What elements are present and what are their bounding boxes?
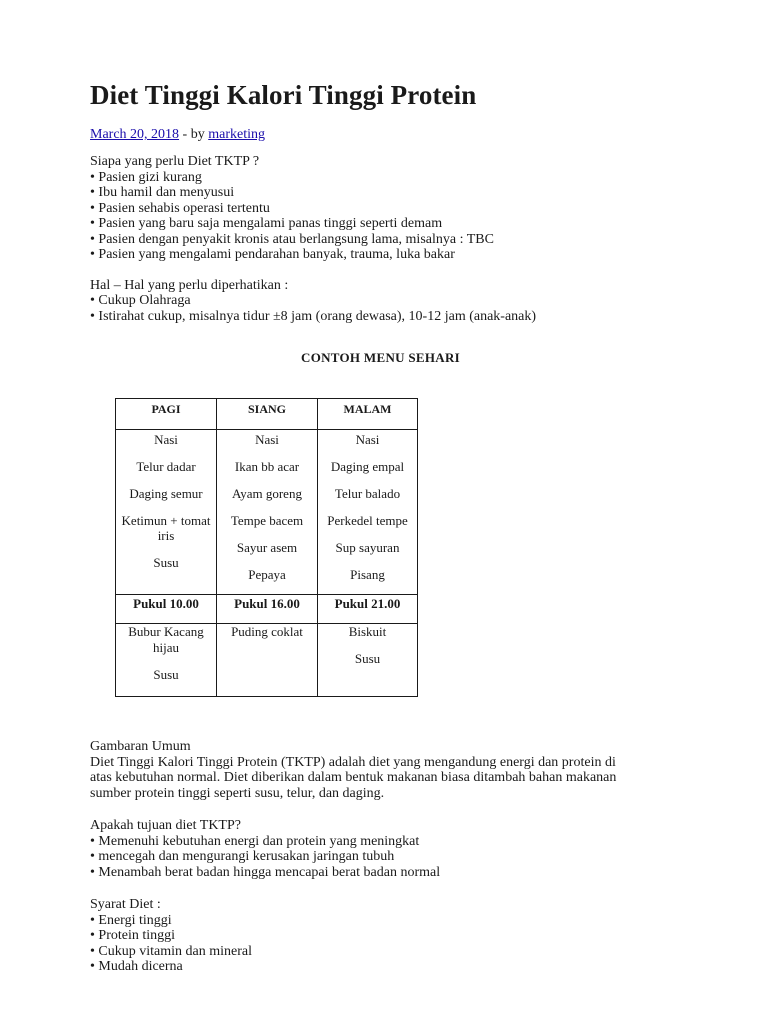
menu-item: Bubur Kacang hijau xyxy=(128,624,204,655)
snack-cell-siang xyxy=(217,624,318,697)
menu-item: Puding coklat xyxy=(231,624,303,639)
table-row-meals xyxy=(116,430,418,595)
time-cell: Pukul 21.00 xyxy=(318,595,418,624)
menu-item: Nasi xyxy=(355,432,380,447)
menu-item: Nasi xyxy=(154,432,178,447)
list-item: • Protein tinggi xyxy=(90,928,690,944)
bullet-list xyxy=(90,170,690,263)
menu-item: Daging empal xyxy=(330,459,405,474)
time-cell: Pukul 16.00 xyxy=(217,595,318,624)
menu-title: CONTOH MENU SEHARI xyxy=(301,350,461,365)
list-item: • Energi tinggi xyxy=(90,913,690,929)
table-row-snacks xyxy=(116,624,418,697)
meal-cell-siang xyxy=(217,430,318,595)
list-item: • Pasien gizi kurang xyxy=(90,170,690,186)
menu-item: Ikan bb acar xyxy=(234,459,300,474)
snack-cell-pagi xyxy=(116,624,217,697)
bullet-list xyxy=(90,834,690,881)
list-item: • Menambah berat badan hingga mencapai berat badan normal xyxy=(90,865,690,881)
list-item: • mencegah dan mengurangi kerusakan jaringan tubuh xyxy=(90,849,690,865)
menu-item: Daging semur xyxy=(129,486,203,501)
page-title: Diet Tinggi Kalori Tinggi Protein xyxy=(90,80,477,110)
menu-item: Telur dadar xyxy=(136,459,196,474)
list-item: • Pasien yang baru saja mengalami panas tinggi seperti demam xyxy=(90,216,690,232)
menu-item: Sup sayuran xyxy=(335,540,400,555)
column-header-siang: SIANG xyxy=(217,399,318,430)
body-line: Diet Tinggi Kalori Tinggi Protein (TKTP) adalah diet yang mengandung energi dan protein di xyxy=(90,754,616,770)
snack-cell-malam xyxy=(318,624,418,697)
menu-item: Sayur asem xyxy=(236,540,298,555)
menu-item: Pepaya xyxy=(248,567,286,582)
by-separator: - by xyxy=(179,127,209,142)
menu-item: Perkedel tempe xyxy=(327,513,408,528)
author-link[interactable]: marketing xyxy=(208,127,265,142)
section-overview xyxy=(90,739,690,801)
menu-item: Biskuit xyxy=(348,624,387,639)
section-goals xyxy=(90,818,690,880)
section-requirements xyxy=(90,897,690,975)
menu-item: Ayam goreng xyxy=(232,486,302,501)
menu-item: Susu xyxy=(153,667,179,682)
section-heading: Siapa yang perlu Diet TKTP ? xyxy=(90,154,260,169)
list-item: • Cukup Olahraga xyxy=(90,293,690,309)
section-heading: Syarat Diet : xyxy=(90,897,161,912)
list-item: • Mudah dicerna xyxy=(90,959,690,975)
list-item: • Cukup vitamin dan mineral xyxy=(90,944,690,960)
table-header-row xyxy=(116,399,418,430)
post-meta xyxy=(90,126,690,144)
column-header-pagi: PAGI xyxy=(116,399,217,430)
menu-item: Telur balado xyxy=(334,486,401,501)
section-heading: Apakah tujuan diet TKTP? xyxy=(90,818,241,833)
bullet-list xyxy=(90,913,690,975)
body-line: atas kebutuhan normal. Diet diberikan dalam bentuk makanan biasa ditambah bahan makanan xyxy=(90,770,617,785)
menu-item: Nasi xyxy=(255,432,279,447)
list-item: • Pasien dengan penyakit kronis atau berlangsung lama, misalnya : TBC xyxy=(90,232,690,248)
list-item: • Pasien sehabis operasi tertentu xyxy=(90,201,690,217)
section-heading: Gambaran Umum xyxy=(90,739,191,754)
section-heading: Hal – Hal yang perlu diperhatikan : xyxy=(90,277,289,293)
post-date-link[interactable]: March 20, 2018 xyxy=(90,127,180,142)
table-row-times xyxy=(116,595,418,624)
bullet-list xyxy=(90,293,690,324)
menu-item: Ketimun + tomat iris xyxy=(121,513,211,543)
meal-cell-pagi xyxy=(116,430,217,595)
menu-item: Susu xyxy=(153,555,179,570)
column-header-malam: MALAM xyxy=(318,399,418,430)
body-line: sumber protein tinggi seperti susu, telur, dan daging. xyxy=(90,785,385,801)
menu-figure xyxy=(90,350,690,722)
list-item: • Pasien yang mengalami pendarahan banyak, trauma, luka bakar xyxy=(90,247,690,263)
menu-item: Susu xyxy=(354,651,381,666)
menu-table xyxy=(115,398,418,697)
article xyxy=(90,78,690,975)
section-considerations xyxy=(90,278,690,325)
time-cell: Pukul 10.00 xyxy=(116,595,217,624)
list-item: • Memenuhi kebutuhan energi dan protein yang meningkat xyxy=(90,834,690,850)
section-who-needs xyxy=(90,154,690,263)
meal-cell-malam xyxy=(318,430,418,595)
list-item: • Ibu hamil dan menyusui xyxy=(90,185,690,201)
menu-item: Tempe bacem xyxy=(230,513,304,528)
menu-item: Pisang xyxy=(350,567,385,582)
list-item: • Istirahat cukup, misalnya tidur ±8 jam (orang dewasa), 10-12 jam (anak-anak) xyxy=(90,309,690,325)
